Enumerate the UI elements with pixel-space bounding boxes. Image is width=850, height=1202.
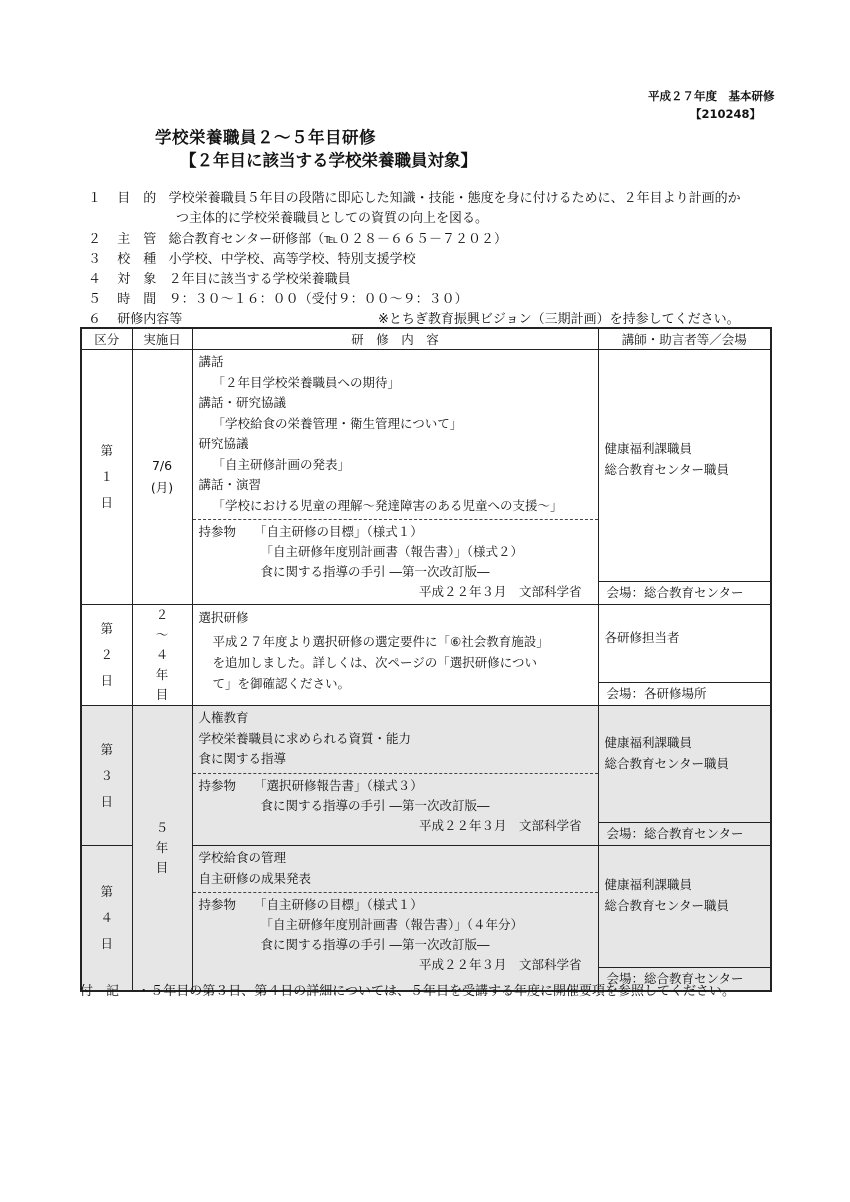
footnote xyxy=(80,980,735,999)
bring-item: 「自主研修の目標」（様式１） xyxy=(254,897,423,912)
date-text: 7/6 xyxy=(151,458,173,473)
bring-item: 食に関する指導の手引 ―第一次改訂版― xyxy=(260,797,490,813)
item-label: 研修内容等 xyxy=(117,312,183,327)
content-line: 人権教育 xyxy=(198,710,249,725)
date-char: 目 xyxy=(155,687,169,702)
kubun-char: 日 xyxy=(100,673,113,688)
day2-kubun xyxy=(81,605,132,706)
day4-content xyxy=(192,846,598,992)
fiscal-year-label: 平成２７年度 基本研修 xyxy=(648,89,775,103)
item-manager xyxy=(88,228,507,247)
day1-content xyxy=(192,350,598,605)
day2-content xyxy=(192,605,598,706)
kubun-char: 日 xyxy=(100,936,113,951)
content-line: 学校栄養職員に求められる資質・能力 xyxy=(198,730,412,746)
bring-label: 持参物 xyxy=(198,897,237,912)
day1-lecturer xyxy=(598,350,771,605)
table-header-row xyxy=(81,328,771,350)
day4-lecturer xyxy=(598,846,771,992)
schedule-table xyxy=(80,327,772,992)
header-kubun: 区分 xyxy=(81,328,132,350)
item-text: 総合教育センター研修部（℡０２８－６６５－７２０２） xyxy=(168,232,508,247)
bring-source: 平成２２年３月 文部科学省 xyxy=(418,584,582,599)
content-line: 学校給食の管理 xyxy=(198,850,287,865)
kubun-char: 第 xyxy=(100,443,113,458)
item-target xyxy=(88,268,351,287)
item-text: ２年目に該当する学校栄養職員 xyxy=(168,272,351,287)
content-line: 研究協議 xyxy=(198,436,249,451)
day3-content xyxy=(192,706,598,846)
footnote-text: ・５年目の第３日、第４日の詳細については、５年目を受講する年度に開催要項を参照してください。 xyxy=(137,984,736,999)
bring-source: 平成２２年３月 文部科学省 xyxy=(418,957,582,972)
kubun-char: 第 xyxy=(100,884,113,899)
date-char: ５ xyxy=(155,820,169,835)
content-line: て」を御確認ください。 xyxy=(212,676,351,691)
item-purpose xyxy=(88,187,741,206)
year5-date xyxy=(132,706,192,992)
day3-lecturer xyxy=(598,706,771,846)
kubun-char: 日 xyxy=(100,495,113,510)
venue: 会場：総合教育センター xyxy=(599,581,771,604)
header-content: 研 修 内 容 xyxy=(192,328,598,350)
content-line: 選択研修 xyxy=(198,610,249,625)
bring-label: 持参物 xyxy=(198,524,237,539)
kubun-char: １ xyxy=(100,469,113,484)
day1-date xyxy=(132,350,192,605)
kubun-char: 日 xyxy=(100,793,113,809)
item-num: ２ xyxy=(88,232,102,247)
item-content xyxy=(88,308,182,327)
bring-item: 「自主研修年度別計画書（報告書）」（様式２） xyxy=(260,544,524,559)
item-num: １ xyxy=(88,191,102,206)
lecturer-name: 総合教育センター職員 xyxy=(604,898,730,913)
venue: 会場：総合教育センター xyxy=(599,822,771,845)
bring-item: 「自主研修年度別計画書（報告書）」（４年分） xyxy=(260,917,524,932)
content-line: 「２年目学校栄養職員への期待」 xyxy=(212,374,401,390)
item-text: 小学校、中学校、高等学校、特別支援学校 xyxy=(168,252,416,267)
item-text: 学校栄養職員５年目の段階に即応した知識・技能・態度を身に付けるために、２年目より計画的か xyxy=(168,191,741,206)
bring-item: 食に関する指導の手引 ―第一次改訂版― xyxy=(260,564,490,579)
footnote-label: 付 記 xyxy=(80,984,120,999)
lecturer-name: 総合教育センター職員 xyxy=(604,462,730,477)
day3-kubun xyxy=(81,706,132,846)
content-line: 自主研修の成果発表 xyxy=(198,870,312,886)
date-char: 年 xyxy=(155,667,169,682)
course-code: 【210248】 xyxy=(690,107,762,121)
item-school-type xyxy=(88,248,416,267)
content-line: 「学校給食の栄養管理・衛生管理について」 xyxy=(212,415,463,431)
content-line: 講話 xyxy=(198,354,224,369)
kubun-char: ３ xyxy=(100,767,113,783)
date-char: 目 xyxy=(155,860,169,875)
item-num: ４ xyxy=(88,272,102,287)
item-num: ５ xyxy=(88,292,102,307)
date-char: ２ xyxy=(155,607,169,622)
item-label: 目 的 xyxy=(117,191,157,206)
item-purpose-cont: つ主体的に学校栄養職員としての資質の向上を図る。 xyxy=(176,211,489,226)
day2-lecturer xyxy=(598,605,771,706)
item-text: ９：３０～１６：００（受付９：００～９：３０） xyxy=(168,292,468,307)
content-line: 講話・研究協議 xyxy=(198,395,287,410)
content-line: 「自主研修計画の発表」 xyxy=(212,456,351,472)
content-line: を追加しました。詳しくは、次ページの「選択研修につい xyxy=(212,655,538,670)
venue: 会場：総合教育センター xyxy=(599,967,771,990)
bring-source: 平成２２年３月 文部科学省 xyxy=(418,817,582,833)
bring-item: 「選択研修報告書」（様式３） xyxy=(254,777,423,793)
date-char: ～ xyxy=(155,627,169,642)
item-time xyxy=(88,288,468,307)
table-row-day3 xyxy=(81,706,771,846)
date-char: 年 xyxy=(155,840,169,855)
lecturer-name: 健康福利課職員 xyxy=(604,735,693,750)
day2-date xyxy=(132,605,192,706)
item-label: 主 管 xyxy=(117,232,157,247)
item-label: 対 象 xyxy=(117,272,157,287)
item-num: ３ xyxy=(88,252,102,267)
content-line: 平成２７年度より選択研修の選定要件に「⑥社会教育施設」 xyxy=(212,634,549,649)
page-subtitle: 【２年目に該当する学校栄養職員対象】 xyxy=(180,151,477,170)
bring-item: 食に関する指導の手引 ―第一次改訂版― xyxy=(260,937,490,952)
day1-kubun xyxy=(81,350,132,605)
content-line: 食に関する指導 xyxy=(198,751,287,766)
lecturer-name: 健康福利課職員 xyxy=(604,441,693,456)
item-label: 校 種 xyxy=(117,252,157,267)
header-lecturer: 講師・助言者等／会場 xyxy=(598,328,771,350)
table-row-day2 xyxy=(81,605,771,706)
day4-kubun xyxy=(81,846,132,992)
item-label: 時 間 xyxy=(117,292,157,307)
lecturer-name: 健康福利課職員 xyxy=(604,877,693,892)
lecturer-name: 各研修担当者 xyxy=(604,630,680,645)
bring-notice: ※とちぎ教育振興ビジョン（三期計画）を持参してください。 xyxy=(378,312,740,327)
venue: 会場：各研修場所 xyxy=(599,682,771,705)
bring-item: 「自主研修の目標」（様式１） xyxy=(254,524,423,539)
content-line: 講話・演習 xyxy=(198,477,262,492)
item-num: ６ xyxy=(88,312,102,327)
kubun-char: 第 xyxy=(100,621,113,636)
page-title: 学校栄養職員２～５年目研修 xyxy=(155,128,376,147)
header-date: 実施日 xyxy=(132,328,192,350)
bring-label: 持参物 xyxy=(198,777,237,793)
weekday-text: (月) xyxy=(150,480,174,495)
kubun-char: ２ xyxy=(100,647,113,662)
date-char: ４ xyxy=(155,647,169,662)
kubun-char: ４ xyxy=(100,910,113,925)
lecturer-name: 総合教育センター職員 xyxy=(604,756,730,771)
kubun-char: 第 xyxy=(100,741,113,757)
content-line: 「学校における児童の理解～発達障害のある児童への支援～」 xyxy=(212,497,563,513)
table-row-day1 xyxy=(81,350,771,605)
